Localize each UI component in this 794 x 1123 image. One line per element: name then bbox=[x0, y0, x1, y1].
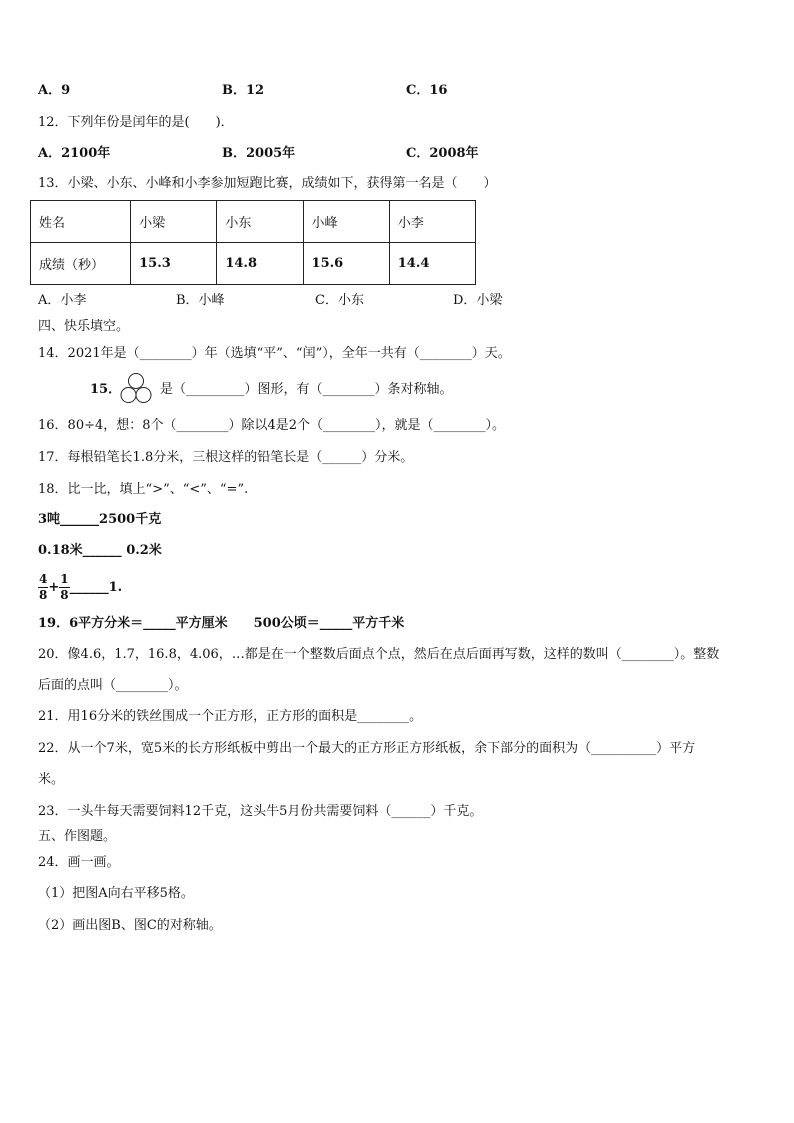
q13-options bbox=[38, 292, 758, 310]
q17-question: 17．每根铅笔长1.8分米，三根这样的铅笔长是（______）分米。 bbox=[38, 450, 414, 465]
q11-options bbox=[38, 82, 758, 100]
q16-question: 16．80÷4，想：8个（________）除以4是2个（________），就是（________）。 bbox=[38, 418, 506, 433]
q24-question: 24．画一画。 bbox=[38, 855, 120, 870]
fraction-numerator: 4 bbox=[39, 572, 48, 586]
fraction-one-eighth bbox=[59, 572, 69, 603]
fraction-numerator: 1 bbox=[60, 572, 69, 586]
fraction-denominator: 8 bbox=[60, 588, 69, 602]
q18-question: 18．比一比，填上“>”、“<”、“=”. bbox=[38, 482, 249, 497]
q13-option-d: D．小梁 bbox=[453, 293, 503, 308]
table-row bbox=[31, 243, 476, 285]
table-cell: 15.6 bbox=[303, 243, 389, 285]
q18-line-1: 3吨______2500千克 bbox=[38, 512, 162, 527]
q11-option-b: B．12 bbox=[222, 83, 265, 98]
q19-question: 19．6平方分米＝_____平方厘米 500公顷＝_____平方千米 bbox=[38, 616, 405, 631]
table-header-cell: 小梁 bbox=[131, 201, 217, 243]
section-5-heading: 五、作图题。 bbox=[38, 829, 117, 844]
q15-question: 是（_________）图形，有（________）条对称轴。 bbox=[160, 382, 453, 397]
q13-question: 13．小梁、小东、小峰和小李参加短跑比赛，成绩如下，获得第一名是（ ） bbox=[38, 176, 497, 191]
q18-line-3 bbox=[38, 570, 122, 606]
three-circles-figure bbox=[119, 372, 153, 406]
table-header-cell: 小东 bbox=[217, 201, 303, 243]
q22-question-line-1: 22．从一个7米，宽5米的长方形纸板中剪出一个最大的正方形正方形纸板，余下部分的面积为（__________）平方 bbox=[38, 741, 696, 756]
q12-options bbox=[38, 145, 758, 163]
q13-option-c: C．小东 bbox=[315, 293, 364, 308]
fraction-four-eighths bbox=[38, 572, 48, 603]
table-cell: 成绩（秒） bbox=[31, 243, 131, 285]
q24-sub-1: （1）把图A向右平移5格。 bbox=[38, 886, 194, 901]
table-header-cell: 小李 bbox=[389, 201, 475, 243]
q12-option-b: B．2005年 bbox=[222, 146, 296, 161]
race-results-table bbox=[30, 200, 476, 285]
q11-option-c: C．16 bbox=[406, 83, 448, 98]
q11-option-a: A．9 bbox=[38, 83, 71, 98]
q12-option-a: A．2100年 bbox=[38, 146, 111, 161]
table-cell: 15.3 bbox=[131, 243, 217, 285]
table-cell: 14.8 bbox=[217, 243, 303, 285]
q12-option-c: C．2008年 bbox=[406, 146, 479, 161]
q18-line-3-tail: ______1. bbox=[69, 580, 123, 595]
table-header-cell: 姓名 bbox=[31, 201, 131, 243]
fraction-denominator: 8 bbox=[39, 588, 48, 602]
section-4-heading: 四、快乐填空。 bbox=[38, 319, 130, 334]
q13-option-a: A．小李 bbox=[38, 293, 87, 308]
q13-option-b: B．小峰 bbox=[176, 293, 225, 308]
q22-question-line-2: 米。 bbox=[38, 772, 65, 787]
q18-line-2: 0.18米______ 0.2米 bbox=[38, 543, 162, 558]
q24-sub-2: （2）画出图B、图C的对称轴。 bbox=[38, 918, 222, 933]
q21-question: 21．用16分米的铁丝围成一个正方形，正方形的面积是________。 bbox=[38, 709, 423, 724]
plus-sign: + bbox=[48, 580, 60, 595]
table-row bbox=[31, 201, 476, 243]
q23-question: 23．一头牛每天需要饲料12千克，这头牛5月份共需要饲料（______）千克。 bbox=[38, 804, 483, 819]
table-header-cell: 小峰 bbox=[303, 201, 389, 243]
table-cell: 14.4 bbox=[389, 243, 475, 285]
q15-number: 15． bbox=[90, 382, 122, 397]
q12-question: 12．下列年份是闰年的是( )． bbox=[38, 115, 234, 130]
q14-question: 14．2021年是（________）年（选填“平”、“闰”），全年一共有（________）天。 bbox=[38, 346, 511, 361]
q20-question-line-1: 20．像4.6，1.7，16.8，4.06，…都是在一个整数后面点个点，然后在点后面再写数，这样的数叫（________）。整数 bbox=[38, 647, 720, 662]
q20-question-line-2: 后面的点叫（________）。 bbox=[38, 678, 188, 693]
